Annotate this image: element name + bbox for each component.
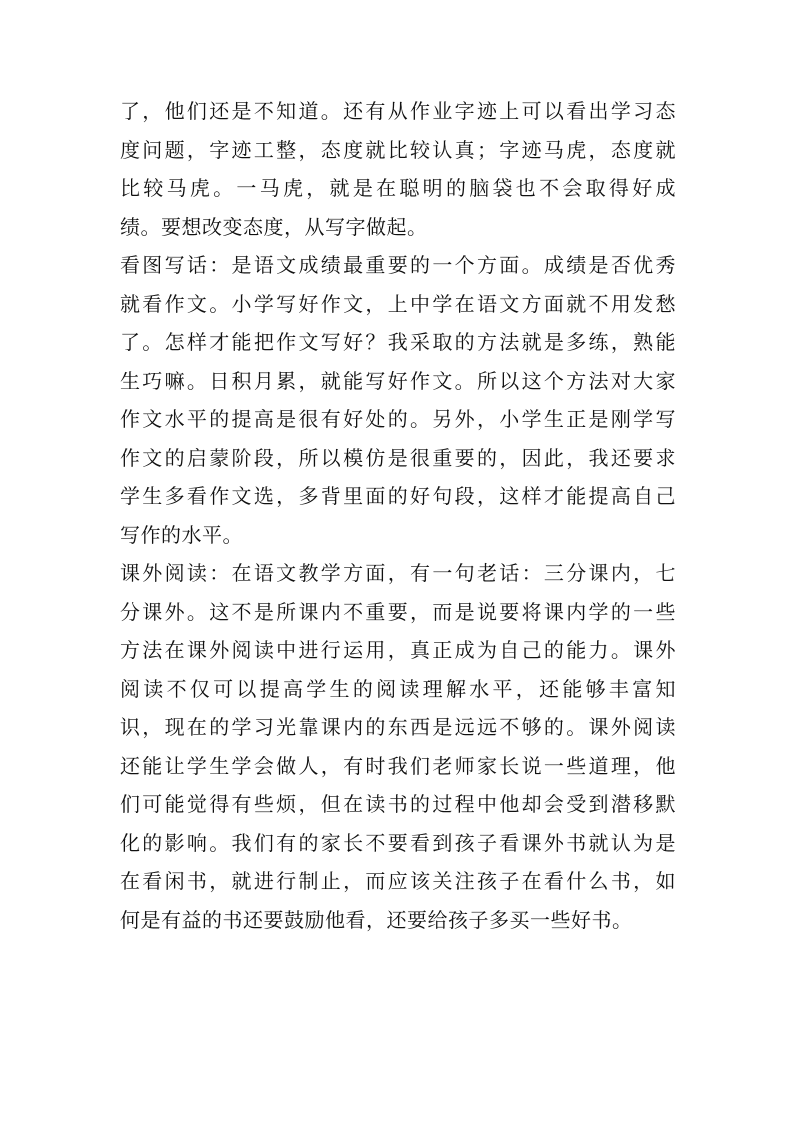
paragraph-extracurricular-reading (120, 554, 676, 939)
text-line: 还能让学生学会做人，有时我们老师家长说一些道理，他 (120, 753, 676, 778)
text-line: 方法在课外阅读中进行运用，真正成为自己的能力。课外 (120, 638, 676, 662)
paragraph-handwriting-attitude (120, 92, 676, 246)
text-line: 作文水平的提高是很有好处的。另外，小学生正是刚学写 (120, 407, 676, 431)
text-line: 了，他们还是不知道。还有从作业字迹上可以看出学习态 (120, 99, 676, 123)
text-line: 度问题，字迹工整，态度就比较认真；字迹马虎，态度就 (120, 137, 676, 162)
text-line: 就看作文。小学写好作文，上中学在语文方面就不用发愁 (120, 291, 676, 316)
text-line: 作文的启蒙阶段，所以模仿是很重要的，因此，我还要求 (120, 445, 676, 470)
text-line: 生巧嘛。日积月累，就能写好作文。所以这个方法对大家 (120, 368, 676, 393)
paragraph-picture-writing (120, 246, 676, 554)
text-line: 何是有益的书还要鼓励他看，还要给孩子多买一些好书。 (120, 907, 633, 932)
document-page (120, 92, 676, 939)
text-line: 绩。要想改变态度，从写字做起。 (120, 214, 428, 239)
text-line: 识，现在的学习光靠课内的东西是远远不够的。课外阅读 (120, 715, 676, 739)
text-line: 写作的水平。 (120, 522, 243, 547)
text-line: 化的影响。我们有的家长不要看到孩子看课外书就认为是 (120, 830, 676, 855)
text-line: 课外阅读：在语文教学方面，有一句老话：三分课内，七 (120, 561, 676, 585)
text-line: 们可能觉得有些烦，但在读书的过程中他却会受到潜移默 (120, 792, 676, 816)
text-line: 学生多看作文选，多背里面的好句段，这样才能提高自己 (120, 484, 676, 508)
text-line: 比较马虎。一马虎，就是在聪明的脑袋也不会取得好成 (120, 176, 676, 200)
text-line: 阅读不仅可以提高学生的阅读理解水平，还能够丰富知 (120, 676, 676, 701)
text-line: 了。怎样才能把作文写好？我采取的方法就是多练，熟能 (120, 330, 676, 354)
text-line: 在看闲书，就进行制止，而应该关注孩子在看什么书，如 (120, 869, 676, 893)
text-line: 看图写话：是语文成绩最重要的一个方面。成绩是否优秀 (120, 253, 676, 277)
text-line: 分课外。这不是所课内不重要，而是说要将课内学的一些 (120, 599, 676, 624)
